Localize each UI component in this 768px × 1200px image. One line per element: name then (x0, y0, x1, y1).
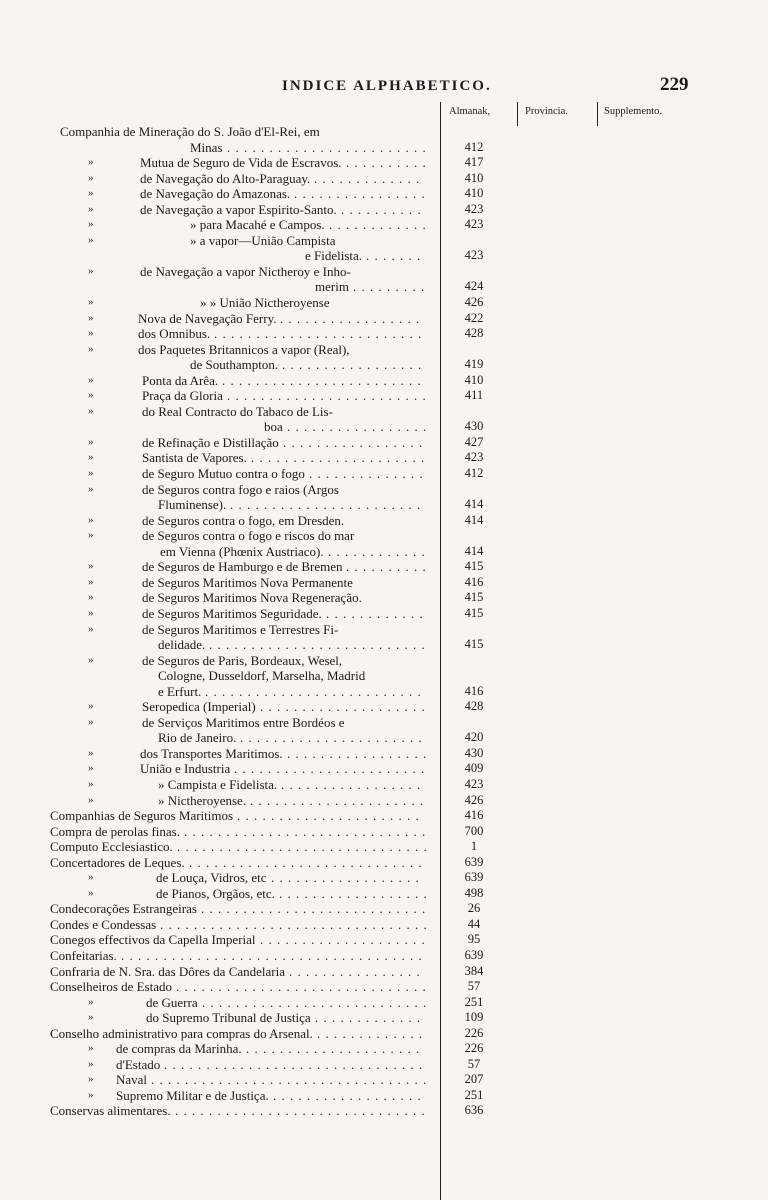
entry-text: Minas (190, 139, 223, 155)
ditto-mark: » (88, 264, 94, 277)
almanak-page-ref: 57 (467, 979, 481, 994)
entry-text: Concertadores de Leques. (50, 854, 185, 870)
entry-text: de Pianos, Orgãos, etc. (156, 885, 275, 901)
almanak-page-ref: 423 (464, 217, 484, 232)
dot-leader: . . . . . . . . . . . . . . . . . . . . . (250, 792, 425, 808)
entry-text: em Vienna (Phœnix Austriaco). (160, 543, 324, 559)
almanak-page-ref: 26 (467, 901, 481, 916)
entry-text: » a vapor—União Campista (190, 232, 336, 248)
ditto-mark: » (88, 886, 94, 899)
almanak-page-ref: 416 (464, 808, 484, 823)
almanak-page-ref: 207 (464, 1072, 484, 1087)
index-entry (0, 777, 768, 793)
almanak-page-ref: 414 (464, 497, 484, 512)
almanak-page-ref: 410 (464, 186, 484, 201)
index-entry (0, 761, 768, 777)
entry-text: de Refinação e Distillação (142, 434, 279, 450)
entry-text: Conservas alimentares. (50, 1103, 171, 1119)
almanak-page-ref: 639 (464, 870, 484, 885)
entry-text: de Serviços Maritimos entre Bordéos e (142, 714, 345, 730)
column-header-provincia: Provincia. (525, 106, 568, 117)
almanak-page-ref: 410 (464, 372, 484, 387)
entry-text: de Southampton. (190, 357, 279, 373)
almanak-page-ref: 636 (464, 1103, 484, 1118)
ditto-mark: » (88, 871, 94, 884)
index-entry (0, 559, 768, 575)
ditto-mark: » (88, 746, 94, 759)
entry-text: de Seguros Maritimos Nova Regeneração. (142, 590, 362, 606)
dot-leader: . . . . . . . . . . . . . . . . . (281, 776, 422, 792)
index-entry (0, 995, 768, 1011)
index-entry (0, 839, 768, 855)
entry-text: de Navegação do Alto-Paraguay. (140, 170, 311, 186)
dot-leader: . . . . . . . . . . . . . . . . . . . . . . . . . . . . . . (177, 839, 428, 855)
entry-text: » Campista e Fidelista. (158, 776, 278, 792)
entry-text: de Guerra (146, 994, 198, 1010)
entry-text: Confeitarias. (50, 947, 117, 963)
dot-leader: . . . . . . . . . . . . . . . . . . . . . (251, 450, 426, 466)
index-entry (0, 1088, 768, 1104)
index-entry (0, 357, 768, 373)
dot-leader: . . . . . . . . . . . . . . . . . . . . . . (237, 808, 420, 824)
entry-text: Santista de Vapores. (142, 450, 247, 466)
almanak-page-ref: 415 (464, 590, 484, 605)
page-title: INDICE ALPHABETICO. (282, 78, 492, 94)
ditto-mark: » (88, 715, 94, 728)
index-entry (0, 388, 768, 404)
index-entry (0, 653, 768, 669)
ditto-mark: » (88, 762, 94, 775)
index-entry (0, 466, 768, 482)
dot-leader: . . . . . . . . . . (346, 155, 427, 171)
dot-leader: . . . . . . . . . . . . . (317, 1025, 424, 1041)
index-entry (0, 155, 768, 171)
column-rule (517, 102, 518, 126)
entry-text: de Seguro Mutuo contra o fogo (142, 466, 305, 482)
ditto-mark: » (88, 311, 94, 324)
dot-leader: . . . . . . . . . . . . (328, 543, 426, 559)
almanak-page-ref: 419 (464, 357, 484, 372)
ditto-mark: » (88, 171, 94, 184)
dot-leader: . . . . . . . . . . . . . . . . . . (271, 870, 420, 886)
index-entry (0, 575, 768, 591)
almanak-page-ref: 412 (464, 139, 484, 154)
entry-text: e Fidelista. (305, 248, 363, 264)
entry-text: dos Omnibus. (138, 326, 211, 342)
almanak-page-ref: 44 (467, 916, 481, 931)
almanak-page-ref: 412 (464, 466, 484, 481)
index-entry (0, 186, 768, 202)
almanak-page-ref: 423 (464, 776, 484, 791)
dot-leader: . . . . . . . . . . . . . (314, 170, 421, 186)
index-entry (0, 295, 768, 311)
index-entry (0, 326, 768, 342)
almanak-page-ref: 416 (464, 683, 484, 698)
ditto-mark: » (88, 777, 94, 790)
almanak-page-ref: 95 (467, 932, 481, 947)
entry-text: Naval (116, 1072, 148, 1088)
index-entry (0, 1057, 768, 1073)
column-header-supplemento: Supplemento. (604, 106, 663, 117)
index-entry (0, 217, 768, 233)
index-entry (0, 637, 768, 653)
entry-text: Cologne, Dusseldorf, Marselha, Madrid (158, 668, 366, 684)
ditto-mark: » (88, 156, 94, 169)
index-entry (0, 979, 768, 995)
almanak-page-ref: 700 (464, 823, 484, 838)
dot-leader: . . . . . . . . . . . . . . . . . . . . . (246, 1041, 421, 1057)
almanak-page-ref: 57 (467, 1056, 481, 1071)
index-entry (0, 528, 768, 544)
dot-leader: . . . . . . . . . . . . . . . . . . . . . . . . . . . . . . (176, 979, 427, 995)
entry-text: boa (264, 419, 283, 435)
entry-text: Companhia de Mineração do S. João d'El-Rei, em (60, 124, 320, 139)
ditto-mark: » (88, 653, 94, 666)
entry-text: de Navegação a vapor Nictheroy e Inho- (140, 263, 351, 279)
entry-text: do Supremo Tribunal de Justiça (146, 1010, 311, 1026)
ditto-mark: » (88, 187, 94, 200)
entry-text: dos Transportes Maritimos. (140, 745, 283, 761)
index-entry (0, 917, 768, 933)
index-entry (0, 622, 768, 638)
index-entry (0, 482, 768, 498)
index-entry (0, 373, 768, 389)
entry-text: Mutua de Seguro de Vida de Escravos. (140, 155, 342, 171)
almanak-page-ref: 414 (464, 543, 484, 558)
ditto-mark: » (88, 1073, 94, 1086)
entry-text: Nova de Navegação Ferry. (138, 310, 277, 326)
entry-text: Compra de perolas finas. (50, 823, 180, 839)
index-entry (0, 1010, 768, 1026)
almanak-page-ref: 414 (464, 512, 484, 527)
entry-text: de Seguros Maritimos e Terrestres Fi- (142, 621, 339, 637)
entry-text: Ponta da Arêa. (142, 372, 219, 388)
dot-leader: . . . . . . . . . . . . . . . . . . . . . . (240, 730, 423, 746)
index-entry (0, 140, 768, 156)
entry-text: Condes e Condessas (50, 916, 157, 932)
index-entry (0, 279, 768, 295)
almanak-page-ref: 251 (464, 994, 484, 1009)
index-entry (0, 824, 768, 840)
dot-leader: . . . . . . . . . . . . (329, 217, 427, 233)
entry-text: Conselheiros de Estado (50, 979, 173, 995)
entry-text: e Erfurt. (158, 683, 202, 699)
index-entry (0, 870, 768, 886)
almanak-page-ref: 415 (464, 559, 484, 574)
ditto-mark: » (88, 700, 94, 713)
entry-text: do Real Contracto do Tabaco de Lis- (142, 403, 333, 419)
dot-leader: . . . . . . . . . . . . . . . . . . . . (260, 699, 426, 715)
almanak-page-ref: 426 (464, 792, 484, 807)
almanak-page-ref: 226 (464, 1025, 484, 1040)
dot-leader: . . . . . . . . . . . . . . . . . (282, 357, 423, 373)
almanak-page-ref: 428 (464, 326, 484, 341)
entry-text: delidade. (158, 637, 206, 653)
dot-leader: . . . . . . . . . . . . . . . . (294, 186, 426, 202)
index-entry (0, 606, 768, 622)
entry-text: Seropedica (Imperial) (142, 699, 256, 715)
entry-text: » » União Nictheroyense (200, 295, 330, 311)
entry-text: de Seguros de Hamburgo e de Bremen (142, 559, 343, 575)
dot-leader: . . . . . . . . . . . . . (315, 1010, 422, 1026)
ditto-mark: » (88, 218, 94, 231)
almanak-page-ref: 109 (464, 1010, 484, 1025)
dot-leader: . . . . . . . . . . . . . . . . . . (273, 1087, 422, 1103)
dot-leader: . . . . . . . . . . . . . . . . . (280, 310, 421, 326)
ditto-mark: » (88, 467, 94, 480)
dot-leader: . . . . . . . . . . . . . . . . . . (279, 885, 428, 901)
index-entry (0, 513, 768, 529)
entry-text: de Seguros contra o fogo e riscos do mar (142, 528, 355, 544)
index-entry (0, 590, 768, 606)
index-entry (0, 746, 768, 762)
index-entry (0, 435, 768, 451)
entry-text: de Seguros Maritimos Seguridade. (142, 605, 322, 621)
ditto-mark: » (88, 404, 94, 417)
index-entry (0, 544, 768, 560)
almanak-page-ref: 498 (464, 885, 484, 900)
dot-leader: . . . . . . . . . . . . . . . . . . . . . . . . (227, 388, 427, 404)
almanak-page-ref: 411 (464, 388, 484, 403)
dot-leader: . . . . . . . . . . . . . . . . . . . . . . . . . . . . . . . (164, 1056, 424, 1072)
dot-leader: . . . . . . . . . . . . . . . . . . . . . . . (234, 761, 426, 777)
index-entry (0, 793, 768, 809)
dot-leader: . . . . . . . . . . . . . . . . . . . . . . . (230, 497, 422, 513)
dot-leader: . . . . . . . . . . . . . . . . . . . . . . . . . . (205, 683, 422, 699)
entry-text: Computo Ecclesiastico. (50, 839, 173, 855)
dot-leader: . . . . . . . . . . . . . . . . . . . . . . . . . . . . . . . . . . . . (121, 947, 423, 963)
ditto-mark: » (88, 435, 94, 448)
almanak-page-ref: 416 (464, 574, 484, 589)
almanak-page-ref: 415 (464, 605, 484, 620)
almanak-page-ref: 417 (464, 155, 484, 170)
dot-leader: . . . . . . . . . . . . . . . . . . . . . . . . . . (209, 637, 426, 653)
index-entry (0, 855, 768, 871)
index-entry (0, 684, 768, 700)
almanak-page-ref: 423 (464, 201, 484, 216)
dot-leader: . . . . . . . . . . . . . . . . . (283, 434, 424, 450)
column-rule (597, 102, 598, 126)
index-entry (0, 404, 768, 420)
index-entry (0, 311, 768, 327)
entry-text: dos Paquetes Britannicos a vapor (Real), (138, 341, 350, 357)
index-entries (0, 124, 768, 1119)
dot-leader: . . . . . . . . . . . . . . . . . (287, 419, 428, 435)
almanak-page-ref: 251 (464, 1087, 484, 1102)
almanak-page-ref: 427 (464, 434, 484, 449)
ditto-mark: » (88, 1057, 94, 1070)
ditto-mark: » (88, 622, 94, 635)
entry-text: de Louça, Vidros, etc (156, 870, 267, 886)
index-entry (0, 886, 768, 902)
ditto-mark: » (88, 389, 94, 402)
almanak-page-ref: 639 (464, 947, 484, 962)
dot-leader: . . . . . . . . . . . . . . . . . . . . . . . . . . . . . (184, 823, 427, 839)
entry-text: d'Estado (116, 1056, 161, 1072)
dot-leader: . . . . . . . . . . . . . . . . . . . . . . . . . . . . . . (175, 1103, 426, 1119)
page-number: 229 (660, 74, 689, 95)
index-entry (0, 932, 768, 948)
dot-leader: . . . . . . . . . . . . . . . . . (287, 745, 428, 761)
index-entry (0, 808, 768, 824)
ditto-mark: » (88, 1011, 94, 1024)
ditto-mark: » (88, 296, 94, 309)
index-entry (0, 1026, 768, 1042)
entry-text: de compras da Marinha. (116, 1041, 242, 1057)
dot-leader: . . . . . . . . . . . . . . . . . . . . (260, 932, 426, 948)
dot-leader: . . . . . . . . . . . . . . . . (289, 963, 421, 979)
dot-leader: . . . . . . . . . . . . . . . . . . . . . . . . . . . . . . . . . (151, 1072, 428, 1088)
entry-text: Rio de Janeiro. (158, 730, 237, 746)
column-header-almanak: Almanak, (449, 106, 491, 117)
ditto-mark: » (88, 1042, 94, 1055)
index-entry (0, 497, 768, 513)
index-entry (0, 715, 768, 731)
ditto-mark: » (88, 327, 94, 340)
entry-text: » Nictheroyense. (158, 792, 247, 808)
dot-leader: . . . . . . . . . . (346, 559, 427, 575)
almanak-page-ref: 423 (464, 248, 484, 263)
almanak-page-ref: 430 (464, 419, 484, 434)
ditto-mark: » (88, 451, 94, 464)
entry-text: » para Macahé e Campos. (190, 217, 325, 233)
ditto-mark: » (88, 513, 94, 526)
almanak-page-ref: 415 (464, 637, 484, 652)
ditto-mark: » (88, 591, 94, 604)
entry-text: de Seguros de Paris, Bordeaux, Wesel, (142, 652, 343, 668)
dot-leader: . . . . . . . . . . . . . . . . . . . . . . . . . . . . (189, 854, 423, 870)
almanak-page-ref: 226 (464, 1041, 484, 1056)
index-entry (0, 964, 768, 980)
entry-text: Supremo Militar e de Justiça. (116, 1087, 269, 1103)
entry-text: de Seguros Maritimos Nova Permanente (142, 574, 353, 590)
entry-text: Confraria de N. Sra. das Dôres da Candelaria (50, 963, 285, 979)
entry-text: União e Industria (140, 761, 231, 777)
ditto-mark: » (88, 529, 94, 542)
index-entry (0, 901, 768, 917)
almanak-page-ref: 430 (464, 745, 484, 760)
index-entry (0, 1103, 768, 1119)
index-entry (0, 419, 768, 435)
almanak-page-ref: 422 (464, 310, 484, 325)
ditto-mark: » (88, 482, 94, 495)
index-entry (0, 233, 768, 249)
almanak-page-ref: 428 (464, 699, 484, 714)
index-entry (0, 1041, 768, 1057)
dot-leader: . . . . . . . . . . . . . . . . . . . . . . . . . . . (202, 994, 428, 1010)
entry-text: Fluminense). (158, 497, 227, 513)
index-entry (0, 342, 768, 358)
index-entry (0, 264, 768, 280)
almanak-page-ref: 426 (464, 295, 484, 310)
entry-text: Praça da Gloria (142, 388, 223, 404)
dot-leader: . . . . . . . . . . (341, 201, 422, 217)
almanak-page-ref: 420 (464, 730, 484, 745)
ditto-mark: » (88, 793, 94, 806)
index-entry (0, 171, 768, 187)
entry-text: Condecorações Estrangeiras (50, 901, 197, 917)
index-entry (0, 1072, 768, 1088)
margin-stain (2, 1100, 22, 1160)
dot-leader: . . . . . . . . . . . . . . (309, 466, 424, 482)
dot-leader: . . . . . . . . . . . . . . . . . . . . . . . . (222, 372, 422, 388)
dot-leader: . . . . . . . . . . . . (326, 605, 424, 621)
index-entry (0, 124, 768, 140)
almanak-page-ref: 1 (470, 839, 478, 854)
dot-leader: . . . . . . . (366, 248, 422, 264)
ditto-mark: » (88, 202, 94, 215)
almanak-page-ref: 384 (464, 963, 484, 978)
entry-text: Conegos effectivos da Capella Imperial (50, 932, 256, 948)
dot-leader: . . . . . . . . . (353, 279, 426, 295)
ditto-mark: » (88, 560, 94, 573)
entry-text: de Navegação a vapor Espirito-Santo. (140, 201, 337, 217)
index-entry (0, 202, 768, 218)
dot-leader: . . . . . . . . . . . . . . . . . . . . . . . . . . . . . . . . (160, 916, 428, 932)
ditto-mark: » (88, 1088, 94, 1101)
ditto-mark: » (88, 606, 94, 619)
ditto-mark: » (88, 995, 94, 1008)
entry-text: de Seguros contra o fogo, em Dresden. (142, 512, 345, 528)
entry-text: Companhias de Seguros Maritimos (50, 808, 234, 824)
almanak-page-ref: 424 (464, 279, 484, 294)
almanak-page-ref: 409 (464, 761, 484, 776)
almanak-page-ref: 410 (464, 170, 484, 185)
entry-text: Conselho administrativo para compras do Arsenal. (50, 1025, 313, 1041)
index-entry (0, 450, 768, 466)
entry-text: de Seguros contra fogo e raios (Argos (142, 481, 339, 497)
index-entry (0, 248, 768, 264)
almanak-page-ref: 423 (464, 450, 484, 465)
index-entry (0, 668, 768, 684)
ditto-mark: » (88, 342, 94, 355)
dot-leader: . . . . . . . . . . . . . . . . . . . . . . . . . . . (201, 901, 427, 917)
ditto-mark: » (88, 575, 94, 588)
dot-leader: . . . . . . . . . . . . . . . . . . . . . . . . (227, 139, 427, 155)
index-entry (0, 699, 768, 715)
index-entry (0, 948, 768, 964)
ditto-mark: » (88, 373, 94, 386)
entry-text: de Navegação do Amazonas. (140, 186, 291, 202)
ditto-mark: » (88, 233, 94, 246)
entry-text: merim (315, 279, 349, 295)
index-entry (0, 730, 768, 746)
dot-leader: . . . . . . . . . . . . . . . . . . . . . . . . . (214, 326, 423, 342)
almanak-page-ref: 639 (464, 854, 484, 869)
